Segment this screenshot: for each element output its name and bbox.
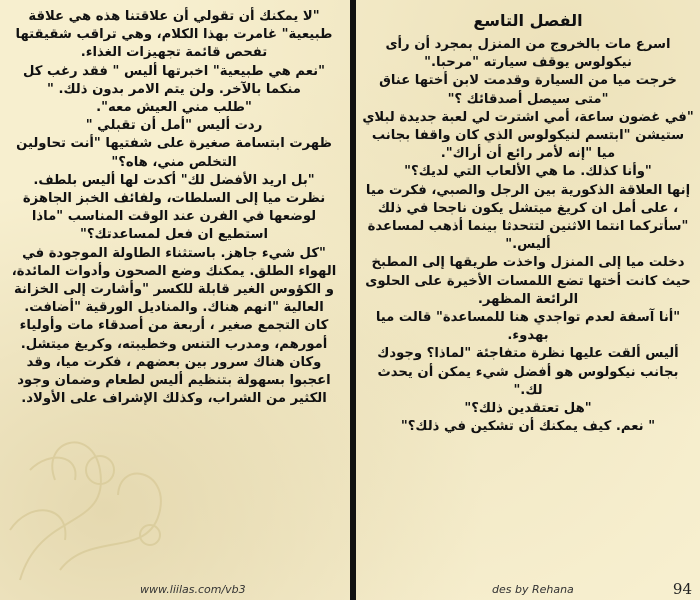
site-watermark: www.liilas.com/vb3 bbox=[140, 583, 246, 596]
chapter-title: الفصل التاسع bbox=[473, 11, 583, 30]
right-paragraph: "أنا آسفة لعدم تواجدي هنا للمساعدة" قالت ميا بهدوء. bbox=[375, 310, 681, 344]
right-paragraph: خرجت ميا من السيارة وقدمت لابن أختها عناق "متى سيصل أصدقائك ؟" bbox=[379, 73, 677, 107]
right-paragraph: إنها العلاقة الذكورية بين الرجل والصبي، فكرت ميا ، على أمل ان كريغ ميتشل يكون ناجحا في ذلك "سأتركما انتما الاثنين لتتحدثا بينما أذهب لمساعدة أليس." bbox=[365, 182, 691, 253]
left-paragraph: "بل اريد الأفضل لك" أكدت لها أليس بلطف. bbox=[33, 172, 315, 188]
left-paragraph: "لا يمكنك أن تقولي أن علاقتنا هذه هي علاقة طبيعية" غامرت بهذا الكلام، وهي تراقب شقيقتها تفحص قائمة تجهيزات الغذاء. bbox=[15, 9, 333, 61]
right-paragraph: "وأنا كذلك. ما هي الألعاب التي لديك؟" bbox=[404, 164, 652, 180]
left-paragraph: ردت أليس "أمل أن تقبلي " bbox=[85, 118, 263, 134]
page-number: 94 bbox=[672, 580, 692, 598]
right-paragraph: " نعم. كيف يمكنك أن تشكين في ذلك؟" bbox=[400, 419, 656, 435]
left-paragraph: "طلب مني العيش معه". bbox=[96, 100, 252, 116]
right-paragraph: اسرع مات بالخروج من المنزل بمجرد أن رأى نيكولوس يوقف سيارته "مرحبا." bbox=[385, 37, 671, 71]
left-paragraph: نظرت ميا إلى السلطات، ولفائف الخبز الجاهزة لوضعها في الفرن عند الوقت المناسب "ماذا استطيع ان فعل لمساعدتك؟" bbox=[22, 191, 326, 243]
right-column bbox=[356, 0, 700, 600]
designer-credit: des by Rehana bbox=[492, 583, 574, 596]
right-paragraph: "هل تعتقدين ذلك؟" bbox=[464, 401, 592, 417]
left-paragraph: "نعم هي طبيعية" اخبرتها أليس " فقد رغب كل منكما بالآخر. ولن يتم الامر بدون ذلك. " bbox=[22, 63, 326, 97]
left-paragraph: "كل شيء جاهز. باستثناء الطاولة الموجودة في الهواء الطلق. يمكنك وضع الصحون وأدوات المائدة، و الكؤوس الغير قابلة للكسر "وأشارت إلى الخزانة العالية "انهم هناك. والمناديل الورقية "أضافت. bbox=[11, 245, 337, 316]
right-paragraph: "في غضون ساعة، أمي اشترت لي لعبة جديدة لبلاي ستيشن "ابتسم لنيكولوس الذي كان واقفا بجانب ميا "إنه لأمر رائع أن أراك". bbox=[362, 109, 694, 162]
right-paragraph: أليس ألقت عليها نظرة متفاجئة "لماذا؟ وجودك بجانب نيكولوس هو أفضل شيء يمكن أن يحدث لك." bbox=[377, 346, 679, 398]
left-paragraph: كان التجمع صغير ، أربعة من أصدقاء مات وأولياء أمورهم، ومدرب التنس وخطيبته، وكريغ ميتشل. وكان هناك سرور بين بعضهم ، فكرت ميا، وقد اعجبوا بسهولة بتنظيم أليس لطعام وضمان وجود الكثير من الشراب، وكذلك الإشراف على الأولاد. bbox=[17, 318, 331, 407]
right-paragraph: دخلت ميا إلى المنزل واخذت طريقها إلى المطبخ حيث كانت أختها تضع اللمسات الأخيرة على الحلوى الرائعة المظهر. bbox=[365, 255, 691, 307]
left-paragraph: ظهرت ابتسامة صغيرة على شفتيها "أنت تحاولين التخلص مني، هاه؟" bbox=[16, 136, 332, 170]
